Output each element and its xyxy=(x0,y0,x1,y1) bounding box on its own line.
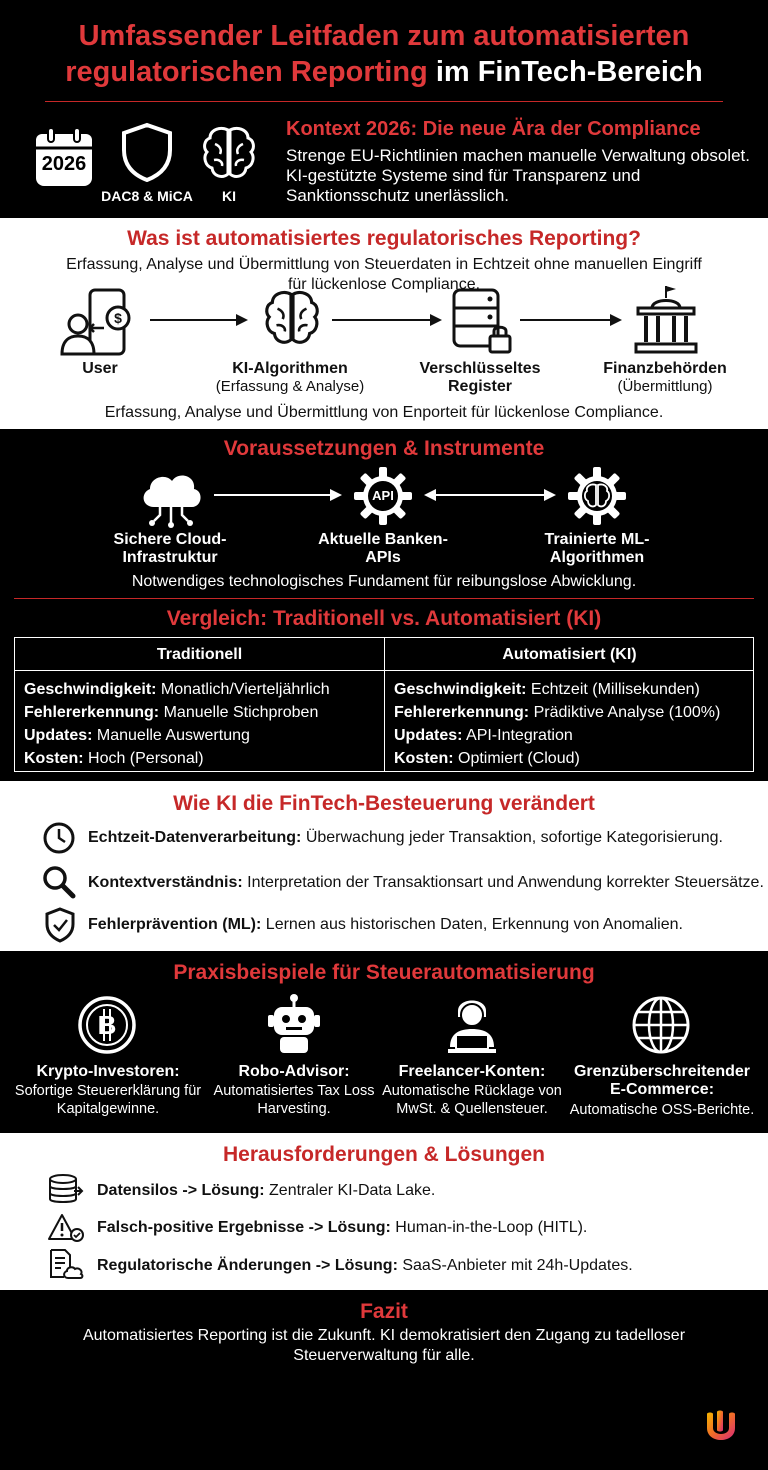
practice-freelancer-title: Freelancer-Konten: xyxy=(398,1063,546,1080)
what-heading: Was ist automatisiertes regulatorisches Reporting? xyxy=(127,227,641,250)
brand-logo-icon xyxy=(703,1408,739,1444)
context-heading: Kontext 2026: Die neue Ära der Compliance xyxy=(286,118,701,140)
how-item-2: Kontextverständnis: Interpretation der Transaktionsart und Anwendung korrekter Steuersätze. xyxy=(88,874,764,891)
step-authorities-title: Finanzbehörden xyxy=(603,360,727,377)
step-user-title: User xyxy=(82,360,118,377)
table-row: Updates: Manuelle Auswertung xyxy=(24,727,250,744)
context-text: Strenge EU-Richtlinien machen manuelle Verwaltung obsolet. KI-gestützte Systeme sind für Transparenz und Sanktionsschutz unerlässlich. xyxy=(286,146,750,205)
page-title xyxy=(0,0,768,90)
magnifier-icon xyxy=(42,865,76,899)
globe-icon xyxy=(631,995,691,1055)
database-stack-icon xyxy=(48,1173,84,1205)
how-item-3: Fehlerprävention (ML): Lernen aus historischen Daten, Erkennung von Anomalien. xyxy=(88,916,683,933)
clock-icon xyxy=(42,821,76,855)
what-footer: Erfassung, Analyse und Übermittlung von Enporteit für lückenlose Compliance. xyxy=(104,404,664,421)
compare-heading: Vergleich: Traditionell vs. Automatisiert (KI) xyxy=(166,607,602,630)
practice-ecommerce-title: Grenzüberschreitender E-Commerce: xyxy=(573,1063,751,1098)
arrow-3 xyxy=(520,313,624,327)
practice-robo-title: Robo-Advisor: xyxy=(238,1063,350,1080)
step-register-title: Verschlüsseltes Register xyxy=(419,360,541,395)
prereq-footer: Notwendiges technologisches Fundament für reibungslose Abwicklung. xyxy=(131,573,637,590)
cloud-icon xyxy=(138,467,204,529)
header-section xyxy=(0,0,768,108)
prereq-cloud-title: Sichere Cloud-Infrastruktur xyxy=(113,531,227,566)
how-section xyxy=(0,781,768,951)
page-title-red: Umfassender Leitfaden zum automatisierten regulatorischen Reporting xyxy=(65,20,690,88)
practice-heading: Praxisbeispiele für Steuerautomatisierung xyxy=(173,961,595,984)
challenges-heading: Herausforderungen & Lösungen xyxy=(222,1143,546,1166)
challenge-item-3: Regulatorische Änderungen -> Lösung: SaaS-Anbieter mit 24h-Updates. xyxy=(97,1257,633,1274)
how-item-1: Echtzeit-Datenverarbeitung: Überwachung jeder Transaktion, sofortige Kategorisierung. xyxy=(88,829,723,846)
shield-check-icon xyxy=(44,907,76,943)
practice-crypto-text: Sofortige Steuererklärung für Kapitalgewinne. xyxy=(14,1083,202,1117)
compare-right-cell xyxy=(394,678,720,770)
svg-text:$: $ xyxy=(114,310,122,326)
brain-label: KI xyxy=(222,188,236,204)
conclusion-section xyxy=(0,1290,768,1470)
prereq-section xyxy=(0,429,768,601)
calendar-year: 2026 xyxy=(41,153,87,175)
step-ai-sub: (Erfassung & Analyse) xyxy=(215,378,365,395)
practice-ecommerce-text: Automatische OSS-Berichte. xyxy=(569,1102,755,1118)
table-row: Fehlererkennung: Prädiktive Analyse (100%) xyxy=(394,704,721,721)
user-icon xyxy=(60,288,142,358)
practice-crypto-title: Krypto-Investoren: xyxy=(36,1063,180,1080)
table-row: Kosten: Optimiert (Cloud) xyxy=(394,750,580,767)
arrow-2 xyxy=(332,313,444,327)
bitcoin-icon xyxy=(77,995,137,1055)
step-authorities-sub: (Übermittlung) xyxy=(617,378,713,395)
freelancer-icon xyxy=(444,993,500,1055)
table-row: Updates: API-Integration xyxy=(394,727,573,744)
challenges-section xyxy=(0,1133,768,1290)
compare-left-cell xyxy=(24,678,330,770)
prereq-api-title: Aktuelle Banken-APIs xyxy=(318,531,448,566)
table-row: Kosten: Hoch (Personal) xyxy=(24,750,204,767)
context-section xyxy=(0,108,768,218)
shield-label: DAC8 & MiCA xyxy=(101,188,193,204)
prereq-heading: Voraussetzungen & Instrumente xyxy=(223,437,545,460)
warning-icon xyxy=(48,1212,84,1244)
challenge-item-1: Datensilos -> Lösung: Zentraler KI-Data Lake. xyxy=(97,1182,436,1199)
api-badge: API xyxy=(372,488,394,503)
table-row: Geschwindigkeit: Echtzeit (Millisekunden) xyxy=(394,681,700,698)
government-building-icon xyxy=(632,284,700,356)
robot-icon xyxy=(264,993,324,1055)
conclusion-text: Automatisiertes Reporting ist die Zukunft. KI demokratisiert den Zugang zu tadelloser Steuerverwaltung für alle. xyxy=(82,1327,686,1364)
ml-gear-icon xyxy=(566,465,628,527)
document-cloud-icon xyxy=(48,1248,84,1280)
prereq-divider xyxy=(14,598,754,599)
challenge-item-2: Falsch-positive Ergebnisse -> Lösung: Human-in-the-Loop (HITL). xyxy=(97,1219,588,1236)
page-title-white: im FinTech-Bereich xyxy=(435,56,703,88)
svg-text:B: B xyxy=(97,1010,117,1040)
brain-icon xyxy=(200,124,258,182)
arrow-right-1 xyxy=(214,488,344,502)
compare-col-left: Traditionell xyxy=(156,646,243,663)
practice-robo-text: Automatisiertes Tax Loss Harvesting. xyxy=(213,1083,375,1117)
arrow-both xyxy=(424,488,556,502)
table-row: Fehlererkennung: Manuelle Stichproben xyxy=(24,704,319,721)
how-heading: Wie KI die FinTech-Besteuerung verändert xyxy=(173,792,595,815)
compare-section xyxy=(0,601,768,781)
what-section xyxy=(0,218,768,429)
table-row: Geschwindigkeit: Monatlich/Vierteljährlich xyxy=(24,681,330,698)
arrow-1 xyxy=(150,313,250,327)
ai-brain-icon xyxy=(262,288,322,348)
prereq-ml-title: Trainierte ML-Algorithmen xyxy=(544,531,650,566)
practice-freelancer-text: Automatische Rücklage von MwSt. & Quellensteuer. xyxy=(382,1083,562,1117)
conclusion-heading: Fazit xyxy=(360,1300,408,1323)
practice-section xyxy=(0,951,768,1133)
what-intro: Erfassung, Analyse und Übermittlung von Steuerdaten in Echtzeit ohne manuellen Eingriff für lückenlose Compliance. xyxy=(66,256,702,293)
compare-table xyxy=(14,637,754,772)
header-divider xyxy=(45,101,723,102)
step-ai-title: KI-Algorithmen xyxy=(232,360,348,377)
database-icon xyxy=(450,286,514,356)
compare-col-right: Automatisiert (KI) xyxy=(502,646,637,663)
shield-icon xyxy=(120,122,174,182)
